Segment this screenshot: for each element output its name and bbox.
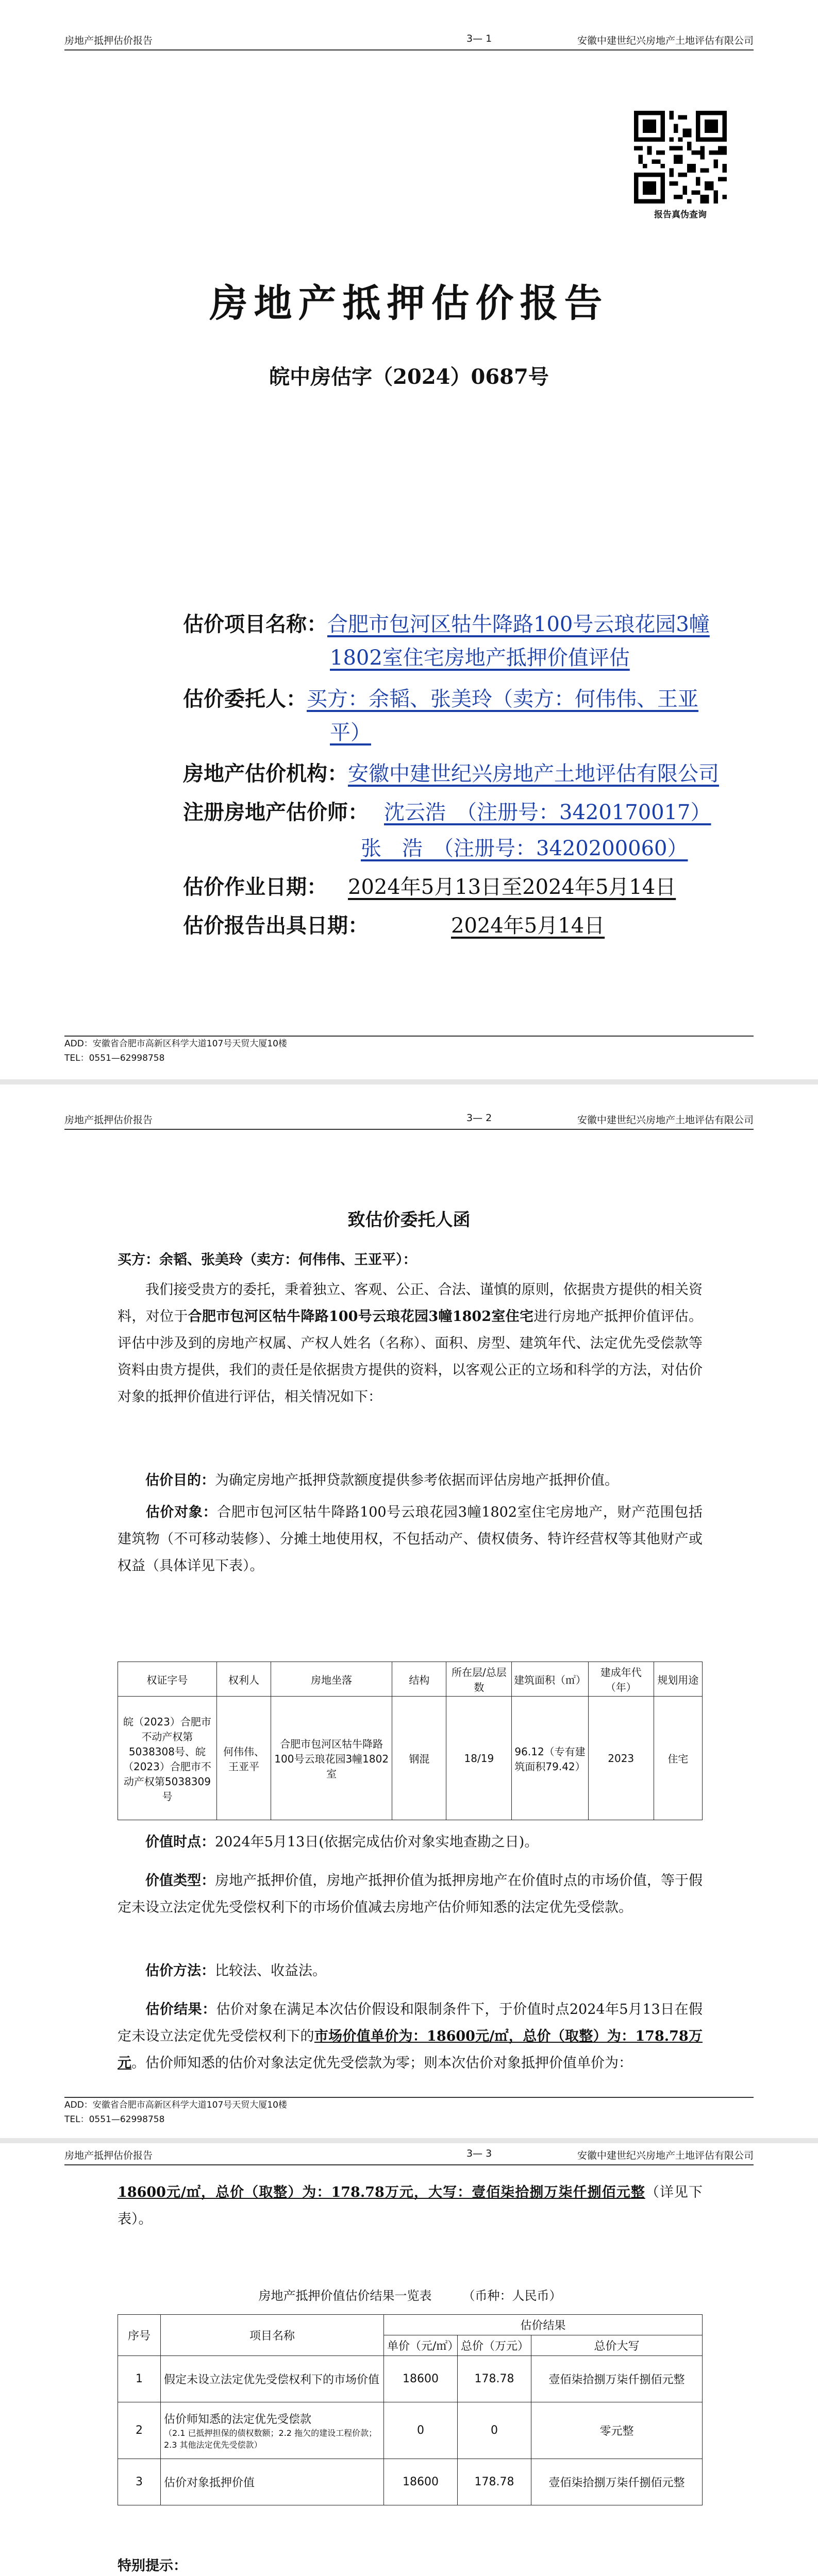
workdate-row bbox=[183, 871, 676, 900]
method-para bbox=[118, 1958, 703, 1985]
project-value-2: 1802室住宅房地产抵押价值评估 bbox=[330, 646, 630, 670]
row3-total: 178.78 bbox=[458, 2459, 531, 2505]
qr-caption: 报告真伪查询 bbox=[654, 210, 707, 220]
th-owner: 权利人 bbox=[216, 1662, 271, 1697]
td-cert: 皖（2023）合肥市不动产权第5038308号、皖（2023）合肥市不动产权第5038309号 bbox=[118, 1697, 217, 1820]
td-floor: 18/19 bbox=[446, 1697, 512, 1820]
valuetype-para bbox=[118, 1868, 703, 1921]
valuetype-label: 价值类型： bbox=[145, 1873, 215, 1889]
purpose-para bbox=[118, 1467, 703, 1494]
intro-pre: 我们接受贵方的委托，秉着独立、客观、公正、合法、谨慎的原则，依据贵方提供的相关资料，对位于 bbox=[118, 1282, 703, 1325]
appraiser-1: 沈云浩 （注册号：3420170017） bbox=[384, 801, 711, 824]
td-owner: 何伟伟、王亚平 bbox=[216, 1697, 271, 1820]
table-row bbox=[118, 2459, 703, 2505]
th-year: 建成年代（年） bbox=[588, 1662, 654, 1697]
valuedate-label: 价值时点： bbox=[145, 1834, 215, 1850]
qr-code-icon[interactable] bbox=[634, 111, 727, 204]
td-structure: 钢混 bbox=[392, 1697, 446, 1820]
purpose-text: 为确定房地产抵押贷款额度提供参考依据而评估房地产抵押价值。 bbox=[215, 1472, 619, 1488]
notes-title: 特别提示： bbox=[118, 2558, 187, 2574]
result-label: 估价结果： bbox=[145, 2002, 216, 2018]
summary-header-row bbox=[118, 2315, 703, 2335]
valuedate-text: 2024年5月13日(依据完成估价对象实地查勘之日)。 bbox=[215, 1834, 539, 1850]
header-left: 房地产抵押估价报告 bbox=[64, 2150, 153, 2161]
issuedate-label: 估价报告出具日期： bbox=[183, 913, 369, 938]
page-cover bbox=[0, 0, 818, 1079]
valuetype-text: 房地产抵押价值，房地产抵押价值为抵押房地产在价值时点的市场价值，等于假定未设立法定优先受偿权利下的市场价值减去房地产估价师知悉的法定优先受偿款。 bbox=[118, 1873, 703, 1916]
page-header bbox=[64, 31, 754, 50]
header-right: 安徽中建世纪兴房地产土地评估有限公司 bbox=[577, 1114, 754, 1126]
page-number: 3— 3 bbox=[466, 2148, 492, 2159]
workdate-label: 估价作业日期： bbox=[183, 875, 327, 899]
intro-address: 合肥市包河区牯牛降路100号云琅花园3幢1802室住宅 bbox=[188, 1309, 534, 1325]
th-floor: 所在层/总层数 bbox=[446, 1662, 512, 1697]
result-continued bbox=[118, 2179, 703, 2233]
issuedate-row bbox=[183, 909, 605, 939]
header-right: 安徽中建世纪兴房地产土地评估有限公司 bbox=[577, 2150, 754, 2161]
th-area: 建筑面积（㎡） bbox=[512, 1662, 589, 1697]
row3-no: 3 bbox=[118, 2459, 161, 2505]
result-mid: 。估价师知悉的估价对象法定优先受偿款为零；则本次估价对象抵押价值单价为： bbox=[131, 2055, 632, 2071]
footer-address: ADD：安徽省合肥市高新区科学大道107号天贸大厦10楼 bbox=[64, 2100, 287, 2110]
page-number: 3— 1 bbox=[466, 33, 492, 44]
footer-tel: TEL：0551—62998758 bbox=[64, 1053, 165, 1063]
report-title: 房地产抵押估价报告 bbox=[209, 281, 609, 326]
page-divider bbox=[0, 1079, 818, 1084]
result-para bbox=[118, 1996, 703, 2077]
row1-total: 178.78 bbox=[458, 2356, 531, 2402]
client-row-2 bbox=[330, 716, 371, 745]
page-footer bbox=[64, 1036, 754, 1073]
row2-upper: 零元整 bbox=[531, 2402, 703, 2459]
th-upper: 总价大写 bbox=[531, 2335, 703, 2356]
method-label: 估价方法： bbox=[145, 1963, 215, 1979]
th-location: 房地坐落 bbox=[271, 1662, 392, 1697]
page-number: 3— 2 bbox=[466, 1112, 492, 1124]
header-right: 安徽中建世纪兴房地产土地评估有限公司 bbox=[577, 35, 754, 46]
letter-title: 致估价委托人函 bbox=[347, 1210, 471, 1230]
th-item: 项目名称 bbox=[161, 2315, 384, 2356]
header-left: 房地产抵押估价报告 bbox=[64, 1114, 153, 1126]
property-table bbox=[118, 1662, 703, 1820]
summary-caption: 房地产抵押价值估价结果一览表 （币种：人民币） bbox=[258, 2289, 562, 2303]
result-pre: 估价对象在满足本次估价假设和限制条件下，于价值时点2024年5月13日在假定未设立法定优先受偿权利下的 bbox=[118, 2002, 703, 2044]
row3-item: 估价对象抵押价值 bbox=[161, 2459, 384, 2505]
agency-value: 安徽中建世纪兴房地产土地评估有限公司 bbox=[348, 762, 719, 786]
th-use: 规划用途 bbox=[654, 1662, 702, 1697]
appraiser-row-2 bbox=[361, 832, 688, 861]
th-values: 估价结果 bbox=[384, 2315, 703, 2335]
appraiser-row bbox=[183, 796, 711, 825]
client-value-2: 平） bbox=[330, 721, 371, 744]
report-number: 皖中房估字（2024）0687号 bbox=[269, 365, 549, 389]
result-post: （详见下表）。 bbox=[118, 2184, 703, 2227]
th-unit: 单价（元/㎡） bbox=[384, 2335, 458, 2356]
purpose-label: 估价目的： bbox=[145, 1472, 215, 1488]
row2-item bbox=[161, 2402, 384, 2459]
intro-post: 进行房地产抵押价值评估。评估中涉及到的房地产权属、产权人姓名（名称）、面积、房型、建筑年代、法定优先受偿款等资料由贵方提供，我们的责任是依据贵方提供的资料，以客观公正的立场和科学的方法，对估价对象的抵押价值进行评估，相关情况如下： bbox=[118, 1309, 703, 1405]
object-label: 估价对象： bbox=[145, 1504, 218, 1520]
td-use: 住宅 bbox=[654, 1697, 702, 1820]
th-no: 序号 bbox=[118, 2315, 161, 2356]
client-label: 估价委托人： bbox=[183, 687, 307, 711]
th-structure: 结构 bbox=[392, 1662, 446, 1697]
result-market-value: 市场价值单价为：18600元/㎡，总价（取整）为：178.78万元 bbox=[118, 2028, 703, 2071]
client-value-1: 买方：余韬、张美玲（卖方：何伟伟、王亚 bbox=[307, 687, 698, 711]
row2-item-name: 估价师知悉的法定优先受偿款 bbox=[164, 2413, 312, 2426]
letter-intro bbox=[118, 1277, 703, 1411]
header-left: 房地产抵押估价报告 bbox=[64, 35, 153, 46]
footer-address: ADD：安徽省合肥市高新区科学大道107号天贸大厦10楼 bbox=[64, 1039, 287, 1049]
object-para bbox=[118, 1499, 703, 1580]
agency-label: 房地产估价机构： bbox=[183, 761, 348, 786]
row2-item-note: （2.1 已抵押担保的债权数额；2.2 拖欠的建设工程价款；2.3 其他法定优先受偿款） bbox=[164, 2428, 377, 2450]
row1-no: 1 bbox=[118, 2356, 161, 2402]
td-area: 96.12（专有建筑面积79.42） bbox=[512, 1697, 589, 1820]
table-row bbox=[118, 2402, 703, 2459]
page-divider bbox=[0, 2138, 818, 2143]
appraiser-label: 注册房地产估价师： bbox=[183, 800, 369, 824]
client-row bbox=[183, 683, 698, 712]
row2-total: 0 bbox=[458, 2402, 531, 2459]
page-footer bbox=[64, 2097, 754, 2134]
row3-upper: 壹佰柒拾捌万柒仟捌佰元整 bbox=[531, 2459, 703, 2505]
project-value-1: 合肥市包河区牯牛降路100号云琅花园3幢 bbox=[327, 613, 710, 636]
page-header bbox=[64, 2146, 754, 2165]
row1-item: 假定未设立法定优先受偿权利下的市场价值 bbox=[161, 2356, 384, 2402]
row3-unit: 18600 bbox=[384, 2459, 458, 2505]
issuedate-value: 2024年5月14日 bbox=[451, 914, 605, 938]
result-mortgage-value: 18600元/㎡，总价（取整）为：178.78万元，大写：壹佰柒拾捌万柒仟捌佰元整 bbox=[118, 2184, 645, 2200]
td-year: 2023 bbox=[588, 1697, 654, 1820]
table-row bbox=[118, 2356, 703, 2402]
agency-row bbox=[183, 757, 719, 787]
row2-unit: 0 bbox=[384, 2402, 458, 2459]
project-row bbox=[183, 608, 710, 637]
td-location: 合肥市包河区牯牛降路100号云琅花园3幢1802室 bbox=[271, 1697, 392, 1820]
summary-table bbox=[118, 2314, 703, 2505]
table-row bbox=[118, 1697, 703, 1820]
letter-recipient: 买方：余韬、张美玲（卖方：何伟伟、王亚平）： bbox=[118, 1252, 417, 1268]
page-header bbox=[64, 1110, 754, 1130]
row1-upper: 壹佰柒拾捌万柒仟捌佰元整 bbox=[531, 2356, 703, 2402]
th-total: 总价（万元） bbox=[458, 2335, 531, 2356]
valuedate-para bbox=[118, 1829, 703, 1856]
th-cert: 权证字号 bbox=[118, 1662, 217, 1697]
appraiser-2: 张 浩 （注册号：3420200060） bbox=[361, 837, 688, 860]
project-label: 估价项目名称： bbox=[183, 612, 327, 636]
row2-no: 2 bbox=[118, 2402, 161, 2459]
object-text: 合肥市包河区牯牛降路100号云琅花园3幢1802室住宅房地产，财产范围包括建筑物（不可移动装修）、分摊土地使用权，不包括动产、债权债务、特许经营权等其他财产或权益（具体详见下表）。 bbox=[118, 1504, 703, 1574]
workdate-value: 2024年5月13日至2024年5月14日 bbox=[348, 875, 676, 899]
table-header-row bbox=[118, 1662, 703, 1697]
method-text: 比较法、收益法。 bbox=[215, 1963, 326, 1979]
project-row-2 bbox=[330, 641, 630, 671]
footer-tel: TEL：0551—62998758 bbox=[64, 2114, 165, 2125]
row1-unit: 18600 bbox=[384, 2356, 458, 2402]
